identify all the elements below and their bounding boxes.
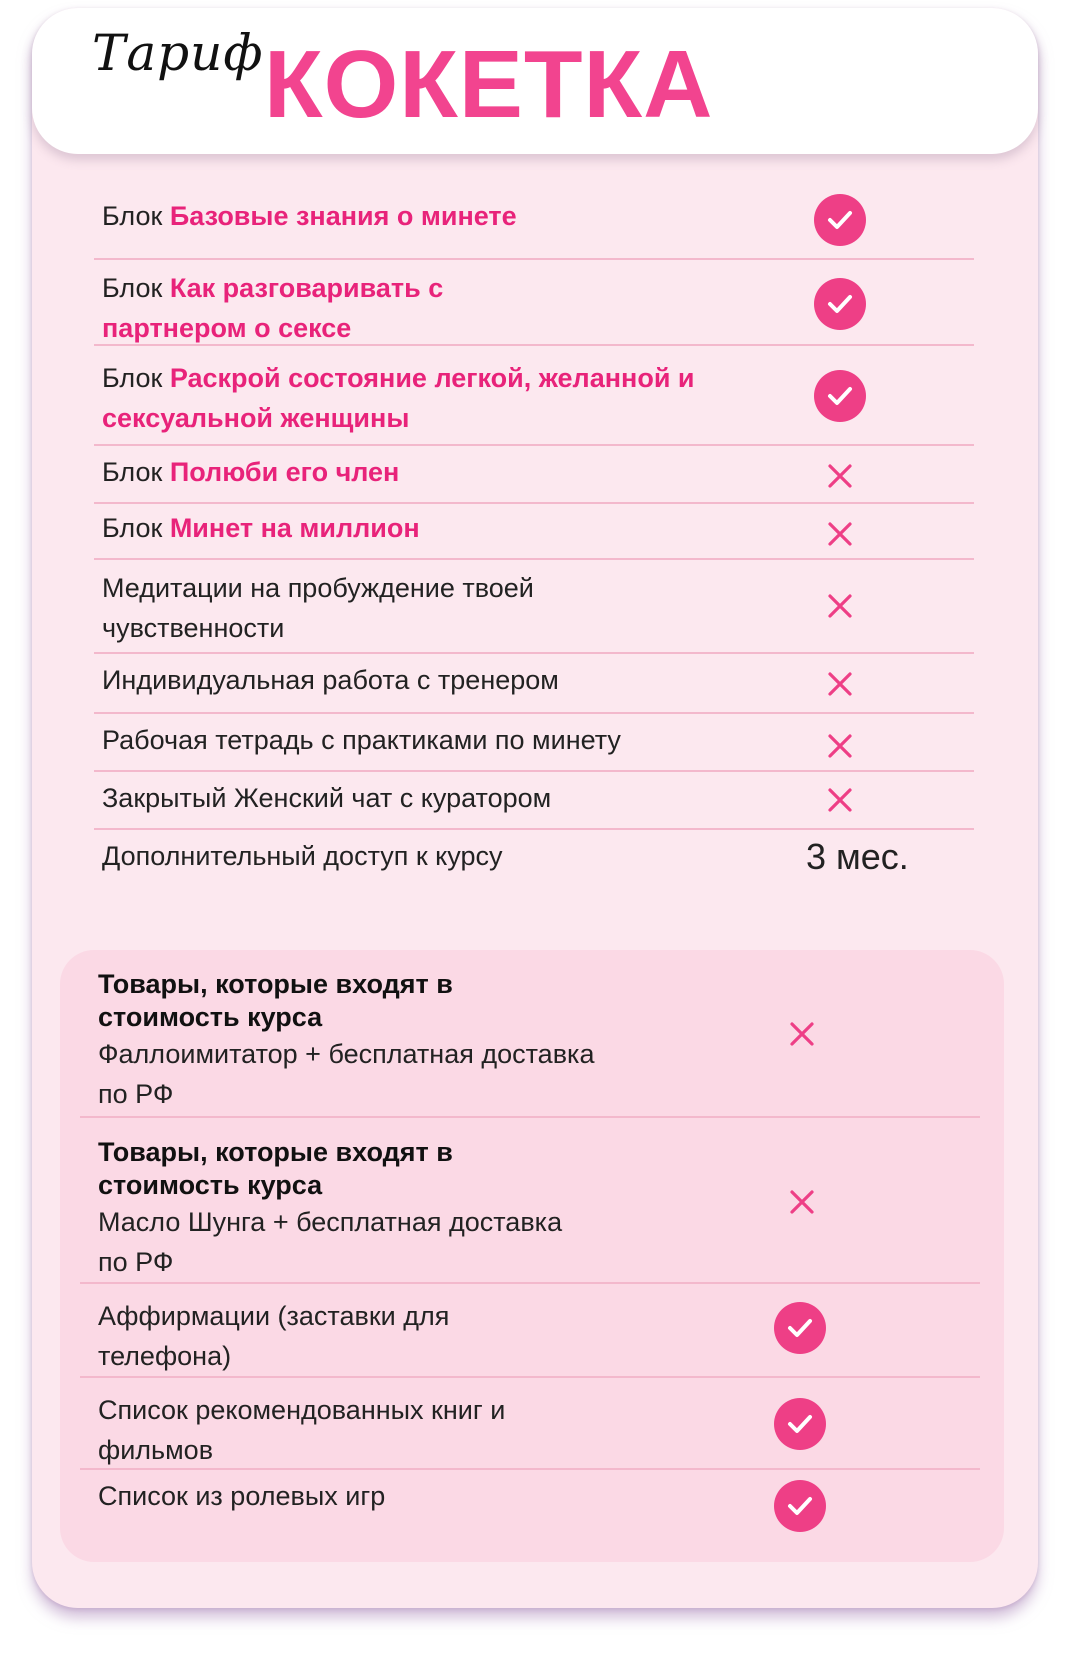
cross-icon xyxy=(814,508,866,560)
cross-icon xyxy=(814,450,866,502)
feature-status xyxy=(814,194,872,252)
feature-label: Закрытый Женский чат с куратором xyxy=(102,783,552,813)
included-goods-box xyxy=(60,950,1004,1562)
goods-row xyxy=(80,950,980,1118)
feature-row xyxy=(94,504,974,560)
feature-label: Блок Как разговаривать с партнером о сексе xyxy=(102,273,444,343)
goods-label xyxy=(98,1136,598,1282)
feature-status xyxy=(814,580,872,638)
feature-status xyxy=(814,370,872,428)
feature-status xyxy=(814,278,872,336)
feature-label: Блок Минет на миллион xyxy=(102,513,420,543)
goods-row xyxy=(80,1118,980,1284)
goods-status xyxy=(774,1302,832,1360)
goods-status xyxy=(776,1176,834,1234)
tariff-card xyxy=(32,8,1038,1608)
feature-label: Дополнительный доступ к курсу xyxy=(102,841,503,871)
feature-label: Блок Раскрой состояние легкой, желанной и сексуальной женщины xyxy=(102,363,695,433)
feature-label: Медитации на пробуждение твоей чувственности xyxy=(102,573,534,643)
goods-label xyxy=(98,1476,598,1516)
cross-icon xyxy=(776,1008,828,1060)
tariff-name: КОКЕТКА xyxy=(264,31,714,138)
check-icon xyxy=(814,370,866,422)
goods-row xyxy=(80,1470,980,1562)
check-icon xyxy=(774,1480,826,1532)
feature-label: Индивидуальная работа с тренером xyxy=(102,665,559,695)
feature-row xyxy=(94,446,974,504)
feature-label: Рабочая тетрадь с практиками по минету xyxy=(102,725,621,755)
feature-status xyxy=(814,450,872,508)
tariff-header xyxy=(32,8,1038,154)
cross-icon xyxy=(814,658,866,710)
goods-row xyxy=(80,1378,980,1470)
feature-row xyxy=(94,772,974,830)
goods-label xyxy=(98,968,598,1114)
goods-label xyxy=(98,1296,518,1376)
feature-label: Блок Базовые знания о минете xyxy=(102,201,517,231)
goods-label xyxy=(98,1390,568,1470)
goods-text: Список рекомендованных книг и фильмов xyxy=(98,1395,506,1465)
cross-icon xyxy=(814,774,866,826)
cross-icon xyxy=(814,580,866,632)
goods-status xyxy=(776,1008,834,1066)
feature-status xyxy=(814,658,872,716)
access-duration: 3 мес. xyxy=(806,836,909,877)
cross-icon xyxy=(814,720,866,772)
goods-text: Масло Шунга + бесплатная доставка по РФ xyxy=(98,1207,563,1277)
check-icon xyxy=(814,278,866,330)
feature-row xyxy=(94,654,974,714)
tariff-word: Тариф xyxy=(92,24,264,82)
check-icon xyxy=(774,1302,826,1354)
feature-row xyxy=(94,830,974,890)
goods-status xyxy=(774,1480,832,1538)
feature-row xyxy=(94,714,974,772)
goods-title: Товары, которые входят в стоимость курса xyxy=(98,1137,453,1200)
goods-text: Фаллоимитатор + бесплатная доставка по РФ xyxy=(98,1039,595,1109)
feature-row xyxy=(94,346,974,446)
feature-status xyxy=(814,774,872,832)
check-icon xyxy=(814,194,866,246)
feature-row xyxy=(94,184,974,260)
goods-status xyxy=(774,1398,832,1456)
goods-row xyxy=(80,1284,980,1378)
goods-text: Аффирмации (заставки для телефона) xyxy=(98,1301,450,1371)
cross-icon xyxy=(776,1176,828,1228)
feature-status xyxy=(814,720,872,778)
check-icon xyxy=(774,1398,826,1450)
feature-label: Блок Полюби его член xyxy=(102,457,400,487)
goods-text: Список из ролевых игр xyxy=(98,1481,386,1511)
feature-row xyxy=(94,260,974,346)
feature-status xyxy=(814,508,872,566)
goods-title: Товары, которые входят в стоимость курса xyxy=(98,969,453,1032)
feature-row xyxy=(94,560,974,654)
